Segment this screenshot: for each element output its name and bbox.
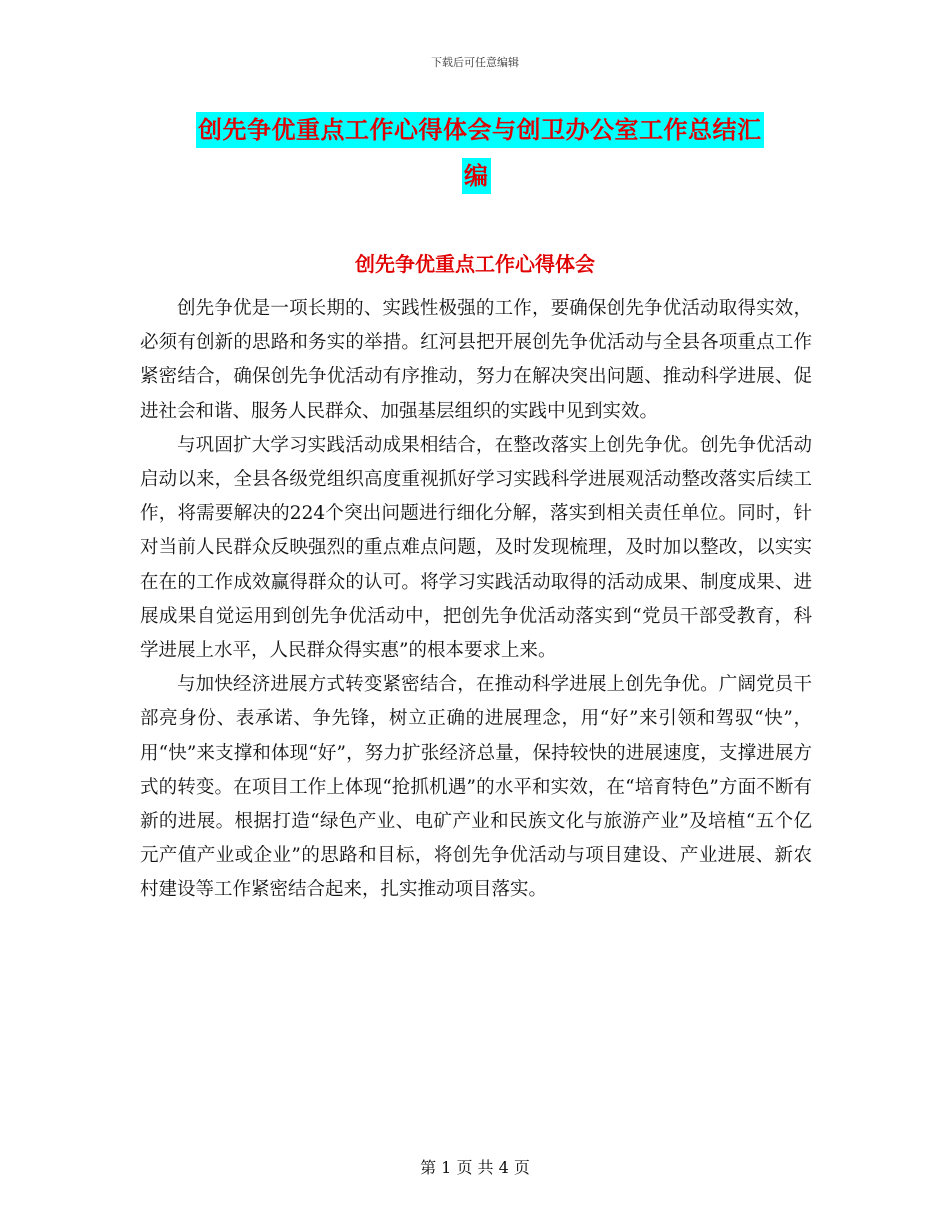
document-title-line-2: 编 [462,158,491,194]
page-number: 第 1 页 共 4 页 [420,1158,530,1177]
paragraph-1: 创先争优是一项长期的、实践性极强的工作，要确保创先争优活动取得实效，必须有创新的思路和务实的举措。红河县把开展创先争优活动与全县各项重点工作紧密结合，确保创先争优活动有序推动，努力在解决突出问题、推动科学进展、促进社会和谐、服务人民群众、加强基层组织的实践中见到实效。 [140,298,812,422]
section-title: 创先争优重点工作心得体会 [355,252,595,276]
paragraph-2: 与巩固扩大学习实践活动成果相结合，在整改落实上创先争优。创先争优活动启动以来，全县各级党组织高度重视抓好学习实践科学进展观活动整改落实后续工作，将需要解决的224个突出问题进行细化分解，落实到相关责任单位。同时，针对当前人民群众反映强烈的重点难点问题，及时发现梳理，及时加以整改，以实实在在的工作成效赢得群众的认可。将学习实践活动取得的活动成果、制度成果、进展成果自觉运用到创先争优活动中，把创先争优活动落实到“党员干部受教育，科学进展上水平，人民群众得实惠”的根本要求上来。 [140,434,812,662]
document-title-line-1: 创先争优重点工作心得体会与创卫办公室工作总结汇 [196,112,764,148]
page-header-note: 下载后可任意编辑 [431,56,519,69]
body-text [140,292,812,908]
paragraph-3: 与加快经济进展方式转变紧密结合，在推动科学进展上创先争优。广阔党员干部亮身份、表承诺、争先锋，树立正确的进展理念，用“好”来引领和驾驭“快”，用“快”来支撑和体现“好”，努力扩张经济总量，保持较快的进展速度，支撑进展方式的转变。在项目工作上体现“抢抓机遇”的水平和实效，在“培育特色”方面不断有新的进展。根据打造“绿色产业、电矿产业和民族文化与旅游产业”及培植“五个亿元产值产业或企业”的思路和目标，将创先争优活动与项目建设、产业进展、新农村建设等工作紧密结合起来，扎实推动项目落实。 [140,674,812,901]
